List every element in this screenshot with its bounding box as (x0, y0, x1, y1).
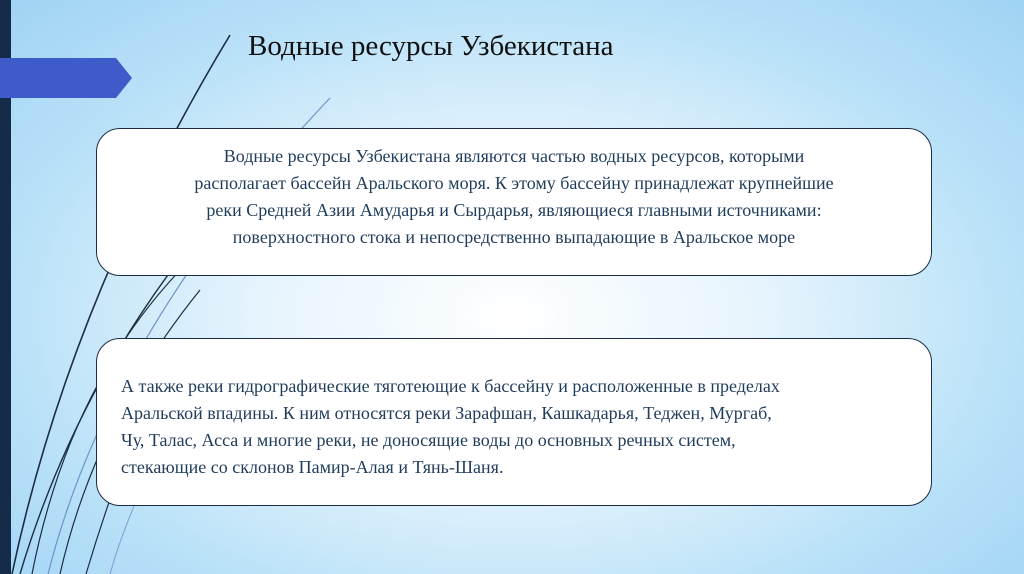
text-line: Чу, Талас, Асса и многие реки, не доносящие воды до основных речных систем, (121, 430, 736, 450)
text-line: А также реки гидрографические тяготеющие к бассейну и расположенные в пределах (121, 376, 780, 396)
arrow-tab-icon (0, 58, 132, 98)
text-line: стекающие со склонов Памир-Алая и Тянь-Шаня. (121, 457, 504, 477)
slide-title: Водные ресурсы Узбекистана (248, 30, 614, 62)
text-box-secondary (96, 338, 932, 506)
text-line: располагает бассейн Аральского моря. К этому бассейну принадлежат крупнейшие (194, 173, 834, 193)
text-line: поверхностного стока и непосредственно выпадающие в Аральское море (232, 227, 796, 247)
text-box-main (96, 128, 932, 276)
text-line: Водные ресурсы Узбекистана являются частью водных ресурсов, которыми (223, 146, 805, 166)
text-line: Аральской впадины. К ним относятся реки Зарафшан, Кашкадарья, Теджен, Мургаб, (121, 403, 772, 423)
text-line: реки Средней Азии Амударья и Сырдарья, являющиеся главными источниками: (206, 200, 822, 220)
